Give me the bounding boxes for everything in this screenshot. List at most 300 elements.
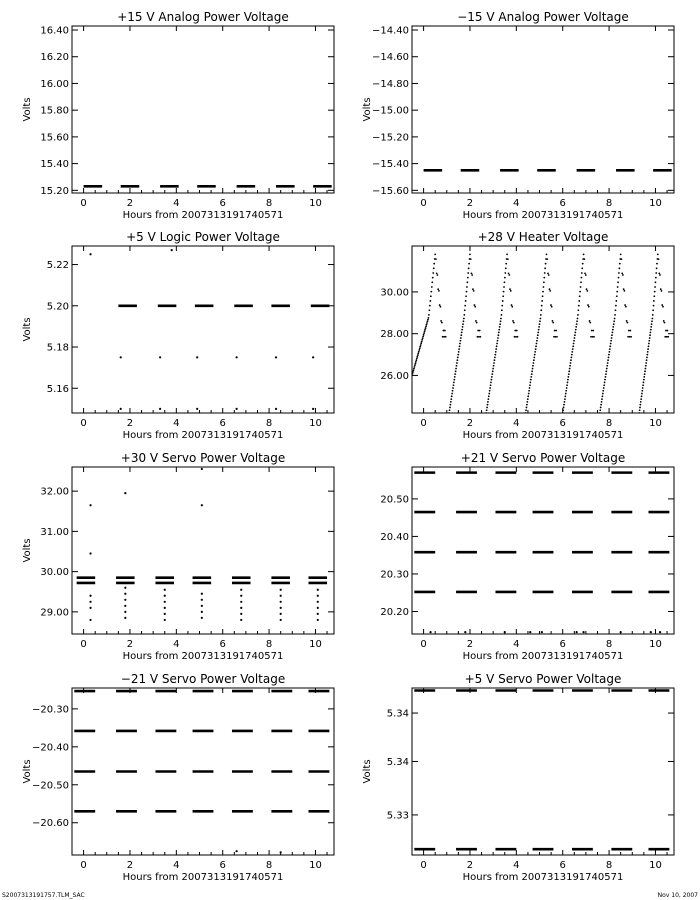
heater-point <box>562 412 564 414</box>
y-axis-label: Volts <box>22 538 33 563</box>
data-point <box>317 607 319 609</box>
heater-point <box>571 351 573 353</box>
heater-point <box>510 290 512 292</box>
heater-point <box>541 300 543 302</box>
heater-point <box>445 336 447 338</box>
data-point <box>529 631 531 633</box>
heater-point <box>505 267 507 269</box>
y-tick-label: −20.50 <box>31 780 69 792</box>
plot-frame <box>412 26 674 193</box>
heater-point <box>498 332 500 334</box>
heater-point <box>462 326 464 328</box>
heater-point <box>413 368 415 370</box>
x-tick-label: 8 <box>605 639 613 650</box>
y-tick-label: 20.30 <box>380 569 409 581</box>
x-tick-label: 2 <box>466 418 474 429</box>
data-point <box>582 631 584 633</box>
heater-point <box>653 305 655 307</box>
heater-point <box>607 362 609 364</box>
heater-point <box>415 359 417 361</box>
x-tick-label: 2 <box>126 860 134 871</box>
heater-point <box>658 258 660 260</box>
heater-point <box>533 359 535 361</box>
heater-point <box>438 290 440 292</box>
heater-point <box>494 357 496 359</box>
y-tick-label: 15.20 <box>40 185 69 197</box>
heater-point <box>614 318 616 320</box>
heater-point <box>646 357 648 359</box>
heater-point <box>603 387 605 389</box>
heater-point <box>654 286 656 288</box>
x-tick-label: 4 <box>173 198 180 209</box>
heater-point <box>651 323 653 325</box>
heater-point <box>490 382 492 384</box>
x-tick-label: 2 <box>126 418 134 429</box>
heater-point <box>601 401 603 403</box>
heater-point <box>529 384 531 386</box>
heater-point <box>460 337 462 339</box>
heater-point <box>546 258 548 260</box>
y-tick-label: 5.16 <box>46 383 69 395</box>
data-point <box>164 619 166 621</box>
y-tick-label: −20.30 <box>31 704 69 716</box>
heater-point <box>647 351 649 353</box>
heater-point <box>455 370 457 372</box>
heater-point <box>433 263 435 265</box>
heater-point <box>565 390 567 392</box>
heater-point <box>420 342 422 344</box>
heater-point <box>618 267 620 269</box>
heater-point <box>488 395 490 397</box>
heater-point <box>586 290 588 292</box>
x-tick-label: 0 <box>80 198 87 209</box>
heater-point <box>650 332 652 334</box>
y-tick-label: −15.60 <box>371 185 409 197</box>
heater-point <box>526 407 528 409</box>
heater-point <box>667 330 669 332</box>
heater-point <box>617 286 619 288</box>
heater-point <box>496 343 498 345</box>
heater-point <box>568 370 570 372</box>
x-tick-label: 4 <box>173 639 180 650</box>
heater-point <box>426 324 428 326</box>
heater-point <box>475 320 477 322</box>
x-tick-label: 10 <box>649 639 662 650</box>
heater-point <box>471 274 473 276</box>
heater-point <box>474 304 476 306</box>
data-point <box>240 589 242 591</box>
heater-point <box>626 320 628 322</box>
heater-point <box>414 364 416 366</box>
data-layer <box>414 473 669 634</box>
heater-point <box>461 332 463 334</box>
heater-point <box>645 368 647 370</box>
heater-point <box>530 379 532 381</box>
heater-point <box>659 274 661 276</box>
data-point <box>240 601 242 603</box>
heater-point <box>646 354 648 356</box>
plot-frame <box>412 688 674 855</box>
heater-point <box>417 353 419 355</box>
chart-title: +5 V Servo Power Voltage <box>464 672 622 686</box>
heater-point <box>609 348 611 350</box>
plot-frame <box>72 246 334 413</box>
heater-point <box>622 274 624 276</box>
heater-point <box>454 376 456 378</box>
data-point <box>201 468 203 470</box>
heater-point <box>651 318 653 320</box>
heater-point <box>613 320 615 322</box>
data-point <box>312 408 314 410</box>
data-point <box>89 504 91 506</box>
heater-point <box>501 309 503 311</box>
heater-point <box>421 339 423 341</box>
y-tick-label: 15.80 <box>40 105 69 117</box>
y-tick-label: 31.00 <box>40 526 69 538</box>
data-point <box>120 408 122 410</box>
y-tick-label: 20.40 <box>380 531 409 543</box>
heater-point <box>640 398 642 400</box>
heater-point <box>489 390 491 392</box>
heater-point <box>599 412 601 414</box>
heater-point <box>419 347 421 349</box>
footer-date-label: Nov 10, 2007 <box>657 892 698 899</box>
data-point <box>89 552 91 554</box>
heater-point <box>538 326 540 328</box>
y-tick-label: 16.20 <box>40 52 69 64</box>
heater-point <box>430 291 432 293</box>
heater-point <box>569 365 571 367</box>
data-point <box>89 601 91 603</box>
heater-point <box>549 290 551 292</box>
heater-point <box>506 253 508 255</box>
heater-point <box>468 267 470 269</box>
heater-point <box>420 344 422 346</box>
heater-point <box>655 272 657 274</box>
heater-point <box>657 253 659 255</box>
heater-point <box>464 309 466 311</box>
heater-point <box>434 253 436 255</box>
heater-point <box>630 336 632 338</box>
heater-point <box>437 288 439 290</box>
x-tick-label: 0 <box>80 639 87 650</box>
data-point <box>236 356 238 358</box>
chart-panel-6 <box>22 672 334 883</box>
heater-point <box>570 362 572 364</box>
chart-panel-2 <box>22 230 334 441</box>
y-tick-label: −15.20 <box>371 132 409 144</box>
heater-point <box>456 365 458 367</box>
heater-point <box>615 300 617 302</box>
data-point <box>576 631 578 633</box>
heater-point <box>611 334 613 336</box>
heater-point <box>567 382 569 384</box>
heater-point <box>618 277 620 279</box>
y-tick-label: 30.00 <box>380 287 409 299</box>
heater-point <box>486 409 488 411</box>
heater-point <box>467 272 469 274</box>
x-axis-label: Hours from 2007313191740571 <box>462 651 624 662</box>
data-point <box>504 631 506 633</box>
y-axis-label: Volts <box>22 317 33 342</box>
heater-point <box>609 345 611 347</box>
heater-point <box>540 314 542 316</box>
data-point <box>120 356 122 358</box>
heater-point <box>494 359 496 361</box>
data-point <box>236 408 238 410</box>
x-axis-label: Hours from 2007313191740571 <box>122 210 284 221</box>
plot-frame <box>412 246 674 413</box>
heater-point <box>543 281 545 283</box>
heater-point <box>497 334 499 336</box>
x-tick-label: 4 <box>513 639 520 650</box>
data-point <box>620 631 622 633</box>
heater-point <box>603 384 605 386</box>
heater-point <box>608 351 610 353</box>
heater-point <box>503 286 505 288</box>
chart-title: +28 V Heater Voltage <box>477 230 609 244</box>
heater-point <box>615 305 617 307</box>
heater-point <box>452 387 454 389</box>
data-point <box>464 631 466 633</box>
heater-point <box>588 306 590 308</box>
data-point <box>201 605 203 607</box>
data-point <box>164 613 166 615</box>
heater-point <box>664 322 666 324</box>
heater-point <box>539 318 541 320</box>
heater-point <box>437 274 439 276</box>
heater-point <box>623 290 625 292</box>
heater-point <box>458 348 460 350</box>
heater-point <box>612 332 614 334</box>
x-tick-label: 6 <box>219 198 226 209</box>
heater-point <box>581 272 583 274</box>
heater-point <box>577 318 579 320</box>
heater-point <box>450 401 452 403</box>
heater-point <box>418 351 420 353</box>
heater-point <box>431 281 433 283</box>
heater-point <box>566 384 568 386</box>
heater-point <box>428 309 430 311</box>
heater-point <box>463 314 465 316</box>
x-tick-label: 8 <box>265 860 273 871</box>
data-point <box>275 408 277 410</box>
y-tick-label: 16.00 <box>40 78 69 90</box>
data-point <box>164 607 166 609</box>
y-axis-label: Volts <box>22 759 33 784</box>
heater-point <box>470 258 472 260</box>
heater-point <box>574 334 576 336</box>
data-layer <box>414 691 669 850</box>
y-tick-label: 5.34 <box>386 708 409 720</box>
heater-point <box>540 309 542 311</box>
heater-point <box>459 345 461 347</box>
heater-point <box>468 263 470 265</box>
heater-point <box>479 330 481 332</box>
heater-point <box>587 304 589 306</box>
heater-point <box>489 387 491 389</box>
heater-point <box>621 272 623 274</box>
heater-point <box>593 336 595 338</box>
heater-point <box>661 304 663 306</box>
heater-point <box>428 314 430 316</box>
heater-point <box>415 361 417 363</box>
heater-point <box>452 390 454 392</box>
heater-point <box>507 258 509 260</box>
heater-point <box>625 306 627 308</box>
x-tick-label: 6 <box>559 198 566 209</box>
heater-point <box>643 379 645 381</box>
heater-point <box>629 330 631 332</box>
y-tick-label: 32.00 <box>40 486 69 498</box>
heater-point <box>648 345 650 347</box>
heater-point <box>640 401 642 403</box>
heater-point <box>570 359 572 361</box>
heater-point <box>600 404 602 406</box>
heater-point <box>641 393 643 395</box>
heater-point <box>542 295 544 297</box>
data-point <box>159 408 161 410</box>
heater-point <box>661 290 663 292</box>
heater-point <box>454 373 456 375</box>
heater-point <box>493 362 495 364</box>
x-tick-label: 4 <box>173 418 180 429</box>
heater-point <box>639 404 641 406</box>
data-layer <box>89 249 329 410</box>
heater-point <box>431 286 433 288</box>
data-point <box>124 593 126 595</box>
plot-frame <box>72 467 334 634</box>
heater-point <box>611 337 613 339</box>
heater-point <box>566 387 568 389</box>
heater-point <box>460 334 462 336</box>
heater-point <box>449 409 451 411</box>
heater-point <box>427 320 429 322</box>
heater-point <box>479 336 481 338</box>
heater-point <box>424 331 426 333</box>
heater-point <box>504 281 506 283</box>
heater-point <box>439 304 441 306</box>
heater-point <box>604 379 606 381</box>
heater-point <box>411 375 413 377</box>
y-tick-label: 28.00 <box>380 329 409 341</box>
heater-point <box>461 329 463 331</box>
heater-point <box>495 351 497 353</box>
heater-point <box>441 322 443 324</box>
heater-point <box>544 267 546 269</box>
heater-point <box>564 398 566 400</box>
data-point <box>89 619 91 621</box>
heater-point <box>448 412 450 414</box>
heater-point <box>457 354 459 356</box>
heater-point <box>655 281 657 283</box>
chart-panel-1 <box>362 10 674 221</box>
heater-point <box>414 366 416 368</box>
heater-point <box>428 317 430 319</box>
heater-point <box>504 272 506 274</box>
data-point <box>280 601 282 603</box>
data-point <box>541 631 543 633</box>
x-tick-label: 6 <box>219 860 226 871</box>
heater-point <box>579 295 581 297</box>
heater-point <box>626 322 628 324</box>
data-point <box>275 356 277 358</box>
heater-point <box>645 362 647 364</box>
data-point <box>240 607 242 609</box>
heater-point <box>601 398 603 400</box>
heater-point <box>563 407 565 409</box>
x-tick-label: 2 <box>466 860 474 871</box>
heater-point <box>649 337 651 339</box>
heater-point <box>620 253 622 255</box>
data-point <box>240 619 242 621</box>
heater-point <box>641 395 643 397</box>
heater-point <box>550 304 552 306</box>
heater-point <box>508 274 510 276</box>
heater-point <box>498 329 500 331</box>
y-tick-label: 15.60 <box>40 132 69 144</box>
heater-point <box>616 295 618 297</box>
heater-point <box>647 348 649 350</box>
data-point <box>164 601 166 603</box>
heater-point <box>457 357 459 359</box>
heater-point <box>605 376 607 378</box>
chart-title: −15 V Analog Power Voltage <box>457 10 629 24</box>
data-point <box>196 408 198 410</box>
heater-point <box>508 272 510 274</box>
y-tick-label: −20.60 <box>31 818 69 830</box>
heater-point <box>513 322 515 324</box>
data-point <box>317 619 319 621</box>
data-point <box>171 249 173 251</box>
heater-point <box>422 337 424 339</box>
data-point <box>164 589 166 591</box>
heater-point <box>610 340 612 342</box>
x-tick-label: 10 <box>309 860 322 871</box>
heater-point <box>494 354 496 356</box>
x-axis-label: Hours from 2007313191740571 <box>122 872 284 883</box>
heater-point <box>589 322 591 324</box>
heater-point <box>602 393 604 395</box>
heater-point <box>648 343 650 345</box>
heater-point <box>451 393 453 395</box>
heater-point <box>650 326 652 328</box>
heater-point <box>432 277 434 279</box>
y-tick-label: −14.40 <box>371 25 409 37</box>
x-tick-label: 0 <box>420 639 427 650</box>
heater-point <box>547 272 549 274</box>
heater-point <box>532 368 534 370</box>
heater-point <box>466 281 468 283</box>
heater-point <box>527 395 529 397</box>
chart-panel-3 <box>380 230 674 441</box>
data-point <box>124 611 126 613</box>
footer-file-label: S2007313191757.TLM_SAC <box>2 892 85 899</box>
data-point <box>280 607 282 609</box>
heater-point <box>429 305 431 307</box>
x-tick-label: 2 <box>126 198 134 209</box>
heater-point <box>576 320 578 322</box>
heater-point <box>456 359 458 361</box>
heater-point <box>424 329 426 331</box>
data-point <box>124 492 126 494</box>
chart-title: +21 V Servo Power Voltage <box>460 451 626 465</box>
x-tick-label: 6 <box>219 418 226 429</box>
x-tick-label: 10 <box>309 198 322 209</box>
heater-point <box>525 409 527 411</box>
heater-point <box>433 267 435 269</box>
heater-point <box>578 300 580 302</box>
